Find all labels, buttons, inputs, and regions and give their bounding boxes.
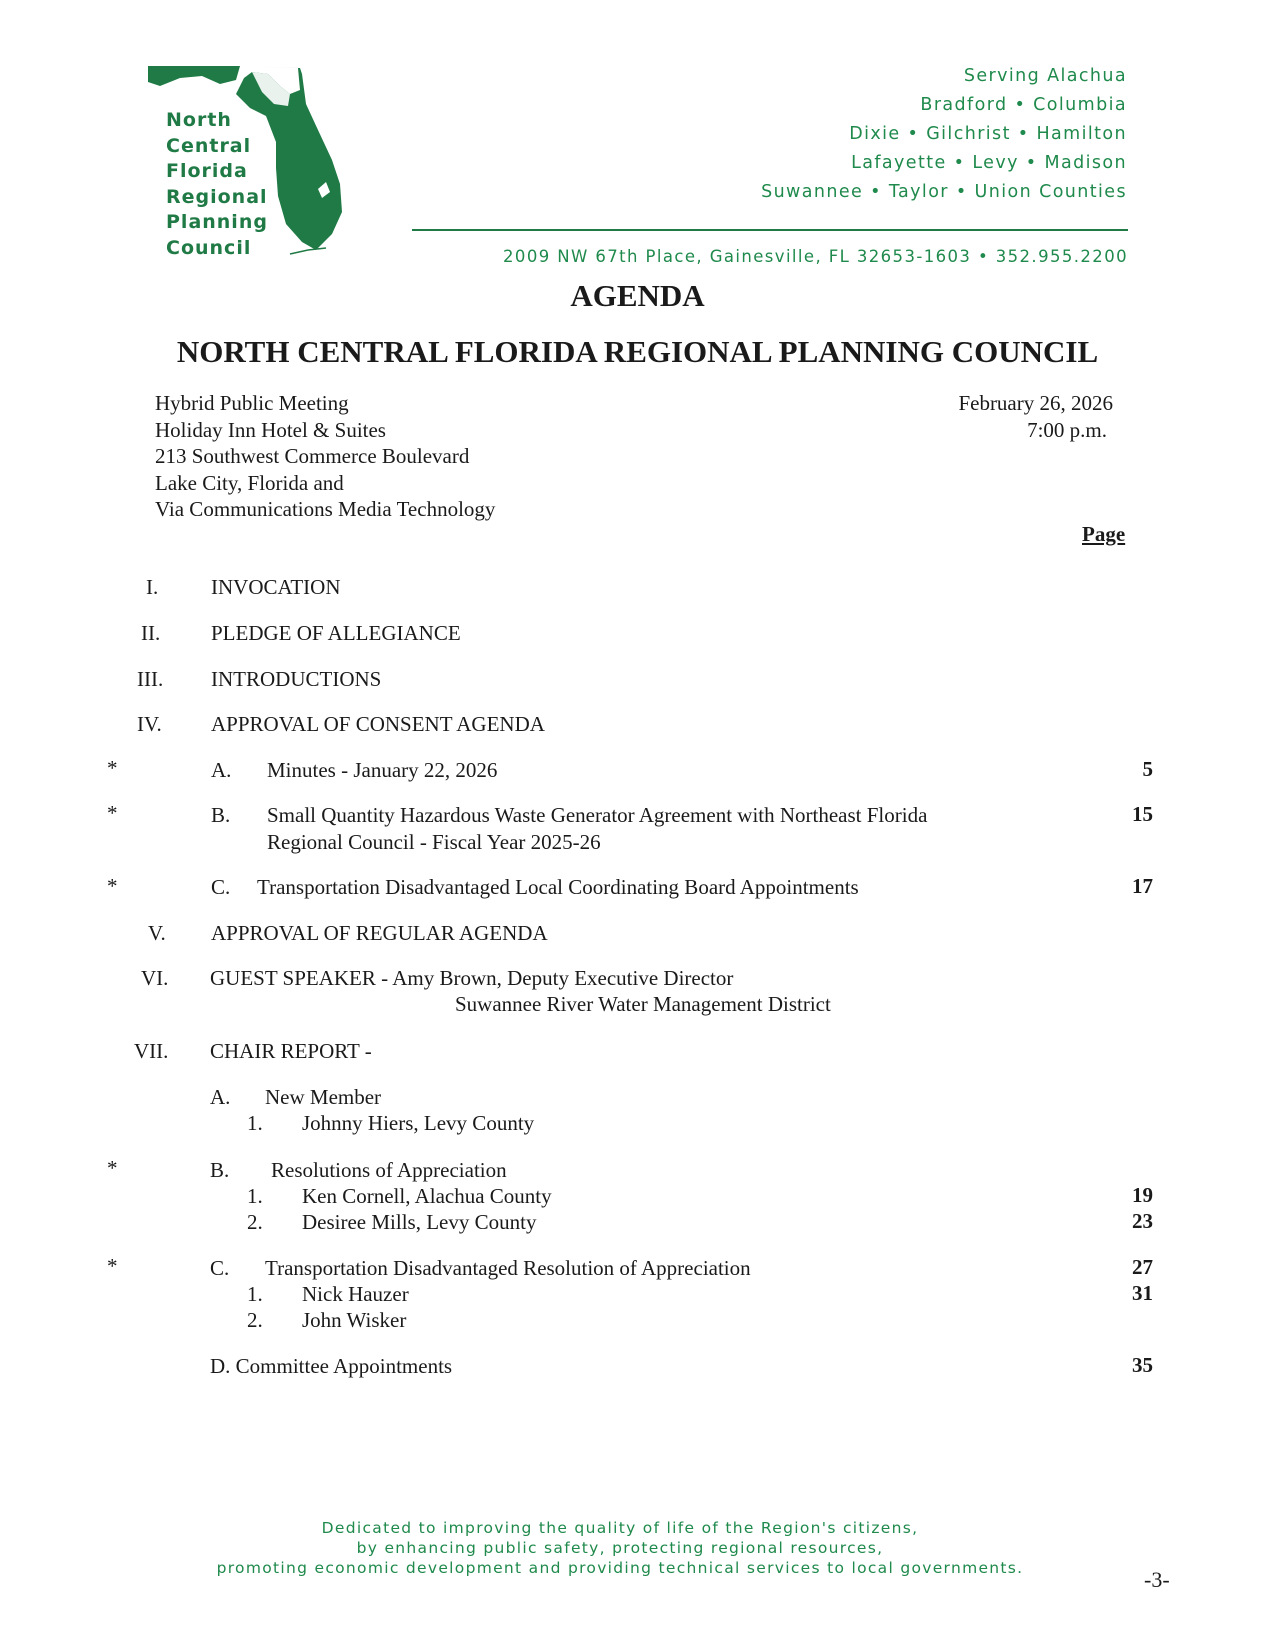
subitem-number: 1. <box>247 1282 263 1306</box>
item-consent-agenda: APPROVAL OF CONSENT AGENDA <box>211 712 545 736</box>
consent-asterisk: * <box>107 874 118 898</box>
item-guest-speaker: GUEST SPEAKER - Amy Brown, Deputy Executive Director <box>210 966 734 990</box>
item-regular-agenda: APPROVAL OF REGULAR AGENDA <box>211 921 548 945</box>
location-line: Lake City, Florida and <box>155 470 344 495</box>
serving-line: Serving Alachua <box>963 66 1127 86</box>
page-ref: 27 <box>1132 1255 1153 1279</box>
consent-asterisk: * <box>107 1156 118 1180</box>
page-ref: 23 <box>1132 1209 1153 1233</box>
location-line: 213 Southwest Commerce Boulevard <box>155 444 470 468</box>
footer-line: Dedicated to improving the quality of life of the Region's citizens, <box>321 1519 919 1537</box>
subitem-letter: A. <box>211 758 232 782</box>
item-number: I. <box>146 575 159 599</box>
header-divider <box>412 229 1128 231</box>
item-pledge: PLEDGE OF ALLEGIANCE <box>211 621 461 645</box>
footer-line: by enhancing public safety, protecting regional resources, <box>356 1539 884 1557</box>
item-number: VI. <box>141 966 169 990</box>
page-ref: 31 <box>1132 1281 1153 1305</box>
serving-counties <box>627 62 1127 207</box>
logo-line: Central <box>166 134 252 157</box>
subitem-td-resolution: Transportation Disadvantaged Resolution of Appreciation <box>265 1256 751 1280</box>
logo-line: Planning <box>166 211 268 233</box>
logo-line: Council <box>166 236 252 259</box>
subitem-hazardous-waste <box>267 802 927 855</box>
item-number: VII. <box>134 1039 169 1063</box>
page-ref: 17 <box>1132 874 1153 898</box>
subitem-committee-appointments: D. Committee Appointments <box>210 1354 453 1378</box>
subitem-letter: B. <box>211 803 231 827</box>
meeting-date: February 26, 2026 <box>958 391 1113 415</box>
member-name: Johnny Hiers, Levy County <box>302 1111 535 1135</box>
resolution-name: John Wisker <box>302 1308 407 1332</box>
subitem-letter: C. <box>211 875 231 899</box>
location-line: Hybrid Public Meeting <box>155 391 349 415</box>
meeting-datetime <box>813 390 1113 443</box>
footer-mission <box>140 1518 1100 1578</box>
consent-asterisk: * <box>107 756 118 780</box>
agenda-title: AGENDA <box>570 278 705 313</box>
resolution-name: Desiree Mills, Levy County <box>302 1210 537 1234</box>
consent-asterisk: * <box>107 1254 118 1278</box>
subitem-letter: C. <box>210 1256 230 1280</box>
logo-line: Florida <box>166 160 248 182</box>
item-number: II. <box>141 621 161 645</box>
subitem-letter: B. <box>210 1158 230 1182</box>
item-introductions: INTRODUCTIONS <box>211 667 382 691</box>
subitem-resolutions: Resolutions of Appreciation <box>271 1158 507 1182</box>
serving-line: Lafayette • Levy • Madison <box>851 153 1127 173</box>
logo-line: Regional <box>166 185 268 208</box>
subitem-number: 1. <box>247 1184 263 1208</box>
subitem-minutes: Minutes - January 22, 2026 <box>267 758 498 782</box>
subitem-new-member: New Member <box>265 1085 382 1109</box>
page-ref: 19 <box>1132 1183 1153 1207</box>
serving-line: Bradford • Columbia <box>920 95 1127 115</box>
subitem-number: 2. <box>247 1308 263 1332</box>
subitem-line: Regional Council - Fiscal Year 2025-26 <box>267 829 601 854</box>
guest-speaker-org: Suwannee River Water Management District <box>455 992 831 1016</box>
page-number: -3- <box>1144 1567 1170 1592</box>
subitem-letter: A. <box>210 1085 231 1109</box>
subitem-td-appointments: Transportation Disadvantaged Local Coordinating Board Appointments <box>257 875 859 899</box>
subitem-number: 2. <box>247 1210 263 1234</box>
location-line: Via Communications Media Technology <box>155 497 496 521</box>
page-ref: 15 <box>1132 802 1153 826</box>
subitem-number: 1. <box>247 1111 263 1135</box>
item-number: IV. <box>137 712 162 736</box>
item-number: III. <box>137 667 164 691</box>
meeting-location <box>155 390 495 523</box>
council-name-heading: NORTH CENTRAL FLORIDA REGIONAL PLANNING COUNCIL <box>176 334 1099 369</box>
item-chair-report: CHAIR REPORT - <box>210 1039 372 1063</box>
council-address: 2009 NW 67th Place, Gainesville, FL 32653-1603 • 352.955.2200 <box>503 247 1128 266</box>
serving-line: Dixie • Gilchrist • Hamilton <box>849 124 1127 144</box>
consent-asterisk: * <box>107 801 118 825</box>
serving-line: Suwannee • Taylor • Union Counties <box>761 182 1127 202</box>
page-ref: 35 <box>1132 1353 1153 1377</box>
item-number: V. <box>148 921 166 945</box>
meeting-time: 7:00 p.m. <box>1027 417 1107 442</box>
page-ref: 5 <box>1142 757 1153 781</box>
logo-line: North <box>166 109 232 131</box>
item-invocation: INVOCATION <box>211 575 341 599</box>
subitem-line: Small Quantity Hazardous Waste Generator Agreement with Northeast Florida <box>267 803 928 827</box>
page-column-header: Page <box>1082 522 1126 546</box>
resolution-name: Nick Hauzer <box>302 1282 409 1306</box>
resolution-name: Ken Cornell, Alachua County <box>302 1184 552 1208</box>
location-line: Holiday Inn Hotel & Suites <box>155 417 386 442</box>
footer-line: promoting economic development and providing technical services to local governments. <box>216 1559 1024 1577</box>
